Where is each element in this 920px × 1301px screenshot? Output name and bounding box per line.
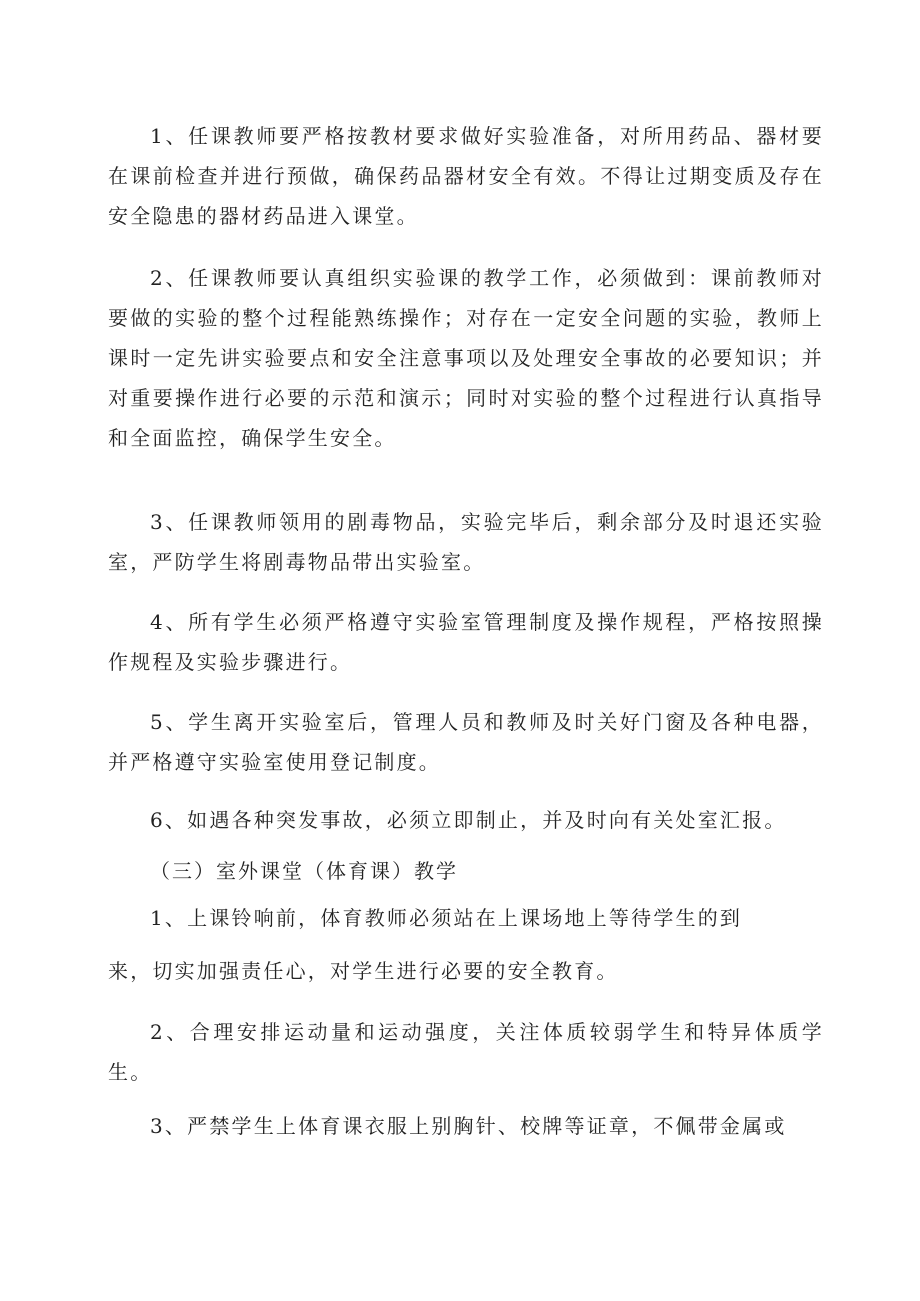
paragraph-2: 2、任课教师要认真组织实验课的教学工作，必须做到：课前教师对要做的实验的整个过程能熟练操作；对存在一定安全问题的实验，教师上课时一定先讲实验要点和安全注意事项以及处理安全事故的必要知识；并对重要操作进行必要的示范和演示；同时对实验的整个过程进行认真指导和全面监控，确保学生安全。 (108, 266, 824, 450)
paragraph-7-line-2: 来，切实加强责任心，对学生进行必要的安全教育。 (108, 959, 619, 983)
paragraph-1: 1、任课教师要严格按教材要求做好实验准备，对所用药品、器材要在课前检查并进行预做，确保药品器材安全有效。不得让过期变质及存在安全隐患的器材药品进入课堂。 (108, 124, 824, 228)
paragraph-6: 6、如遇各种突发事故，必须立即制止，并及时向有关处室汇报。 (150, 808, 787, 832)
paragraph-9: 3、严禁学生上体育课衣服上别胸针、校牌等证章，不佩带金属或 (150, 1114, 787, 1138)
section-heading: （三）室外课堂（体育课）教学 (150, 859, 458, 883)
paragraph-7-line-1: 1、上课铃响前，体育教师必须站在上课场地上等待学生的到 (150, 906, 743, 930)
paragraph-8: 2、合理安排运动量和运动强度，关注体质较弱学生和特异体质学生。 (108, 1020, 824, 1084)
paragraph-5: 5、学生离开实验室后，管理人员和教师及时关好门窗及各种电器，并严格遵守实验室使用登记制度。 (108, 710, 824, 774)
paragraph-4: 4、所有学生必须严格遵守实验室管理制度及操作规程，严格按照操作规程及实验步骤进行。 (108, 610, 824, 674)
paragraph-3: 3、任课教师领用的剧毒物品，实验完毕后，剩余部分及时退还实验室，严防学生将剧毒物品带出实验室。 (108, 510, 824, 574)
